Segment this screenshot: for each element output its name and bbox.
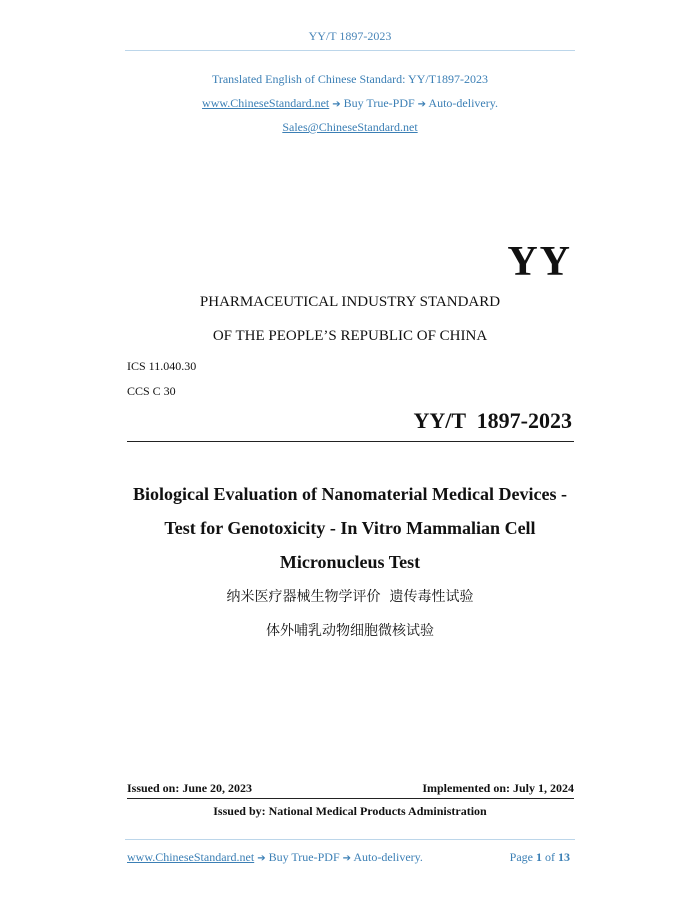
arrow-right-icon: ➔ xyxy=(342,853,352,864)
issued-on: Issued on: June 20, 2023 xyxy=(127,781,253,795)
header-divider xyxy=(125,50,575,51)
title-en-line-2: Test for Genotoxicity - In Vitro Mammalian Cell xyxy=(164,518,536,538)
arrow-right-icon: ➔ xyxy=(417,99,427,110)
promo-line-1: Translated English of Chinese Standard: YY/T1897-2023 xyxy=(211,72,489,86)
title-en-line-3: Micronucleus Test xyxy=(279,552,421,572)
standard-type-line-1: PHARMACEUTICAL INDUSTRY STANDARD xyxy=(199,294,501,310)
site-link[interactable]: www.ChineseStandard.net xyxy=(202,96,330,110)
title-divider xyxy=(127,441,574,442)
delivery-text: Auto-delivery. xyxy=(428,96,498,110)
standard-code: YY/T 1897-2023 xyxy=(413,408,572,433)
arrow-right-icon: ➔ xyxy=(332,99,341,110)
promo-line-3 xyxy=(0,120,700,135)
implemented-on: Implemented on: July 1, 2024 xyxy=(422,781,574,795)
email-link[interactable]: Sales@ChineseStandard.net xyxy=(282,120,418,134)
ics-code: ICS 11.040.30 xyxy=(127,359,197,373)
page-label: Page xyxy=(509,850,533,864)
page-total: 13 xyxy=(558,850,570,864)
ccs-code: CCS C 30 xyxy=(127,384,176,398)
running-header: YY/T 1897-2023 xyxy=(308,29,392,43)
footer-promo xyxy=(127,850,423,865)
issued-by: Issued by: National Medical Products Administration xyxy=(213,804,487,818)
promo-line-2 xyxy=(0,96,700,111)
buy-text: Buy True-PDF xyxy=(343,96,415,110)
page-current: 1 xyxy=(536,850,542,864)
title-en-line-1: Biological Evaluation of Nanomaterial Medical Devices - xyxy=(133,484,567,504)
standard-mark: YY xyxy=(507,239,572,285)
arrow-right-icon: ➔ xyxy=(257,853,266,864)
footer-divider xyxy=(125,839,575,840)
of-label: of xyxy=(545,850,555,864)
dates-divider xyxy=(127,798,574,799)
dates-row xyxy=(127,781,574,796)
title-cn-line-2: 体外哺乳动物细胞微核试验 xyxy=(266,623,434,639)
footer-site-link[interactable]: www.ChineseStandard.net xyxy=(127,850,255,864)
footer-delivery-text: Auto-delivery. xyxy=(353,850,423,864)
title-cn-line-1: 纳米医疗器械生物学评价 遗传毒性试验 xyxy=(226,589,474,605)
standard-type-line-2: OF THE PEOPLE’S REPUBLIC OF CHINA xyxy=(212,328,488,344)
footer-buy-text: Buy True-PDF xyxy=(268,850,340,864)
page-number xyxy=(510,850,570,865)
